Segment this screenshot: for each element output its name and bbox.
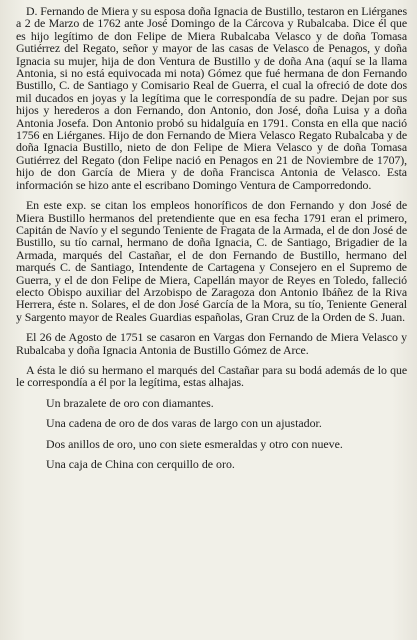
jewel-list-item: Una cadena de oro de dos varas de largo con un ajustador. bbox=[46, 416, 322, 431]
jewel-list-item: Dos anillos de oro, uno con siete esmeraldas y otro con nueve. bbox=[46, 436, 343, 451]
paragraph-dowry: A ésta le dió su hermano el marqués del Castañar para su bodá además de lo que le correspondía a él por la legítima, estas alhajas. bbox=[16, 362, 407, 390]
jewel-list-item: Un brazalete de oro con diamantes. bbox=[46, 395, 214, 410]
paragraph-testament: D. Fernando de Miera y su esposa doña Ignacia de Bustillo, testaron en Liérganes a 2 de Marzo de 1762 ante José Domingo de la Cárcova y Rubalcaba. Dice él que es hijo legítimo de don Felipe de Miera Rubalcaba Velasco y de doña Tomasa Gutiérrez del Regato, señor y mayor de las casas de Velasco de Penagos, y doña Ignacia su mujer, hija de don Ventura de Bustillo y de doña Ana (aquí se la llama Antonia, si no está equivocada mi nota) Gómez que fué hermana de don Fernando Bustillo, C. de Santiago y Comisario Real de Guerra, el cual la ofreció de dote dos mil ducados en joyas y la legítima que le correspondía de su padre. Dejan por sus hijos y herederos a don Fernando, don Antonio, don José, doña Luisa y a doña Antonia Josefa. Don Antonio probó su hidalguía en 1791. Consta en ella que nació 1756 en Liérganes. Hijo de don Fernando de Miera Velasco Regato Rubalcaba y de doña Ignacia Bustillo, nieto de don Felipe de Miera Velasco y de doña Tomasa Gutiérrez del Regato (don Felipe nació en Penagos en 21 de Noviembre de 1707), hijo de don García de Miera y de doña Francisca Antonia de Velasco. Esta información se hizo ante el escribano Domingo Ventura de Camporredondo. bbox=[16, 4, 407, 192]
paragraph-marriage: El 26 de Agosto de 1751 se casaron en Vargas don Fernando de Miera Velasco y Rubalcaba y doña Ignacia Antonia de Bustillo Gómez de Arce. bbox=[16, 330, 407, 357]
jewel-list bbox=[16, 397, 407, 471]
jewel-list-item: Una caja de China con cerquillo de oro. bbox=[46, 457, 235, 471]
paragraph-honorific-posts: En este exp. se citan los empleos honoríficos de don Fernando y don José de Miera Bustillo hermanos del pretendiente que en esa fecha 1791 eran el primero, Capitán de Navío y el segundo Teniente de Fragata de la Armada, el de don José de Bustillo, su tío carnal, hermano de doña Ignacia, C. de Santiago, Brigadier de la Armada, marqués del Castañar, el de don Fernando de Bustillo, hermano del marqués C. de Santiago, Intendente de Cartagena y Consejero en el Supremo de Guerra, y el de don Felipe de Miera, Capellán mayor de Reyes en Toledo, falleció electo Obispo auxiliar del Arzobispo de Zaragoza don Antonio Ibáñez de la Riva Herrera, éste n. Solares, el de don José García de la Mora, su tío, Teniente General y Sargento mayor de Reales Guardias españolas, Gran Cruz de la Orden de S. Juan. bbox=[16, 198, 407, 324]
